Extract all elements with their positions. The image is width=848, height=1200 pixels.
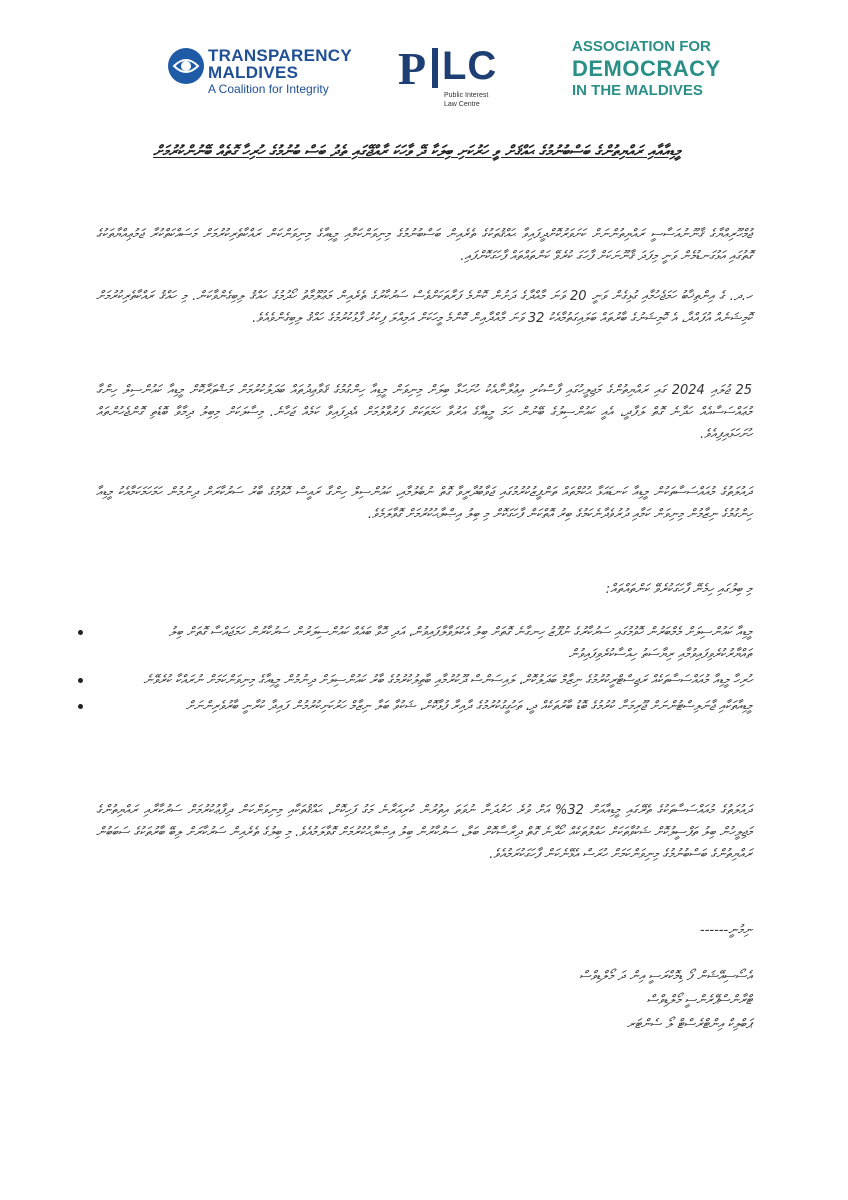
pilc-logo-sub2: Law Centre	[444, 101, 480, 108]
list-item	[96, 696, 752, 718]
list-item	[96, 622, 752, 666]
pilc-logo	[398, 38, 508, 112]
bullet-list	[96, 622, 752, 722]
transparency-maldives-logo	[168, 46, 358, 102]
adm-logo-line1: ASSOCIATION FOR	[572, 38, 711, 55]
signatory-pilc: ޕަބްލިކް އިންޓްރެސްޓް ލޯ ސެންޓަރ	[626, 1017, 752, 1032]
pilc-logo-lc: LC	[442, 44, 498, 88]
bullet-icon	[78, 704, 83, 709]
signatory-ti: ޓްރާންސްޕޭރެންސީ މޯލްޑިވްސް	[646, 993, 752, 1008]
list-heading: މި ބިލުގައި ހިމެނޭ ފާހަގަކުރެވޭ ކަންތައްތައް:	[605, 582, 752, 597]
ti-logo-line1: TRANSPARENCY	[208, 46, 353, 65]
pilc-logo-sub1: Public Interest	[444, 92, 489, 99]
end-marker: ------ނިމުނީ	[700, 923, 752, 938]
header-logos	[0, 36, 848, 116]
signatory-adm: އެސޯސިއޭޝަން ފޯ ޑިމޮކްރަސީ އިން ދަ މޯލްޑިވްސް	[579, 969, 752, 984]
adm-logo-line3: IN THE MALDIVES	[572, 82, 703, 99]
bullet-icon	[78, 630, 83, 635]
paragraph-2: ހ.ދ. ގެ އިންތިޚާބު ހަމަޖެހުމާއި ގުޅިގެން ވަނީ 20 ވަނަ މާއްދާގެ ދަށުން ކޮންމެ ފަރާތަކަށްވެސް ސަރުކާރުގެ ތެރެއިން މަޢުލޫމާތު ހޯދުމުގެ ހައްޤު ލިބިގެންވާކަން. މި ހައްޤު ރައްކާތެރިކުރުމަށް ކޮމިޝަނެއް އުފައްދާ، އެ ކޮމިޝަނުގެ ބާރުތައް ބަލައިގަތުމާއެކު 32 ވަނަ މާއްދާއިން ކޮންމެ މީހަކަށް އަމިއްލަ ފިކުރު ފާޅުކުރުމުގެ ހައްޤު ލިބިގެންވެއެވެ.	[96, 289, 752, 326]
paragraph-4: ދައުލަތުގެ މުއައްސަސާތަކުން މީޑިއާ ކަނޑައަޅާ ޙުކުމްތައް ތަންފީޒުކުރުމުގައި ޖަވާބުދާރީވާ ގޮތް ނުބެލުމާއި، ކައުންސިލް ހިންގާ ރައީސް ހޮވުމުގެ ބާރު ސަރުކާރަށް ދިނުމުން ހަމަހަމަކަމާއެކު މީޑިއާ ހިންގުމުގެ ނިޒާމުން މިނިވަން ކަމާއި ދުރުވެދާނެކަމުގެ ބިރު އޮތްކަން ފާހަގަކޮށް މި ބިލު އިޞްލާޙުކުރުމަށް ގޮވާލަމެވެ.	[96, 485, 752, 522]
list-item-text: ހުރިހާ މީޑިއާ މުއައްސަސާތަކެއް ރަޖިސްޓްރީކުރުމުގެ ނިޒާމް ބަދަލުކޮށް، ލައިސަންސް ދޫކުރުމާއި ބާތިލުކުރުމުގެ ބާރު ކައުންސިލަށް ދިނުމުން މީޑިއާގެ މިނިވަންކަމަށް ނުރައްކާ ކުރެވޭނެ	[143, 673, 752, 688]
pilc-logo-p: P	[398, 43, 427, 94]
adm-logo	[572, 38, 721, 110]
paragraph-3: 25 ޖުލައި 2024 ގައި ރައްޔިތުންގެ މަޖިލީހުގައި ފާސްކުރި އިޢުލާނާއެކު ހުށަހަޅާ ބިލަށް މިނިވަން މީޑިއާ ހިންގުމުގެ ޤަވާޢިދުތައް ބަދަލުކުރުމަށް މަޝްވަރާކޮށް މީޑިއާ ކައުންސިލް ހިންގާ މުޢައްސަސާއެއް ހަދާނެ ގޮތް ލަފާދީ، އެއީ ކައުންސިލުގެ ބޭނުން ހަމަ މީޑިއާގެ އަރުވާ ހަމަތަކަށް ފަރުވާލުމަށް އެދިފައިވާ ކަމެއް ޖަހާނެ. މިސާލަކަށް މިބިލު ދިމާވާ ބޮޑެތި ގޮންޖެހުންތައް ހުށަހަޅައިފިއެވެ.	[96, 383, 752, 442]
list-item-text: މީޑިއާ ކައުންސިލަށް މެމްބަރުން ހޮވުމުގައި ސަރުކާރުގެ ނުފޫޒު ހިނގާނެ ގޮތަށް ބިލު އެކުލަވާލާފައިވުން، އަދި ހޮވާ ބައެއް ކައުންސިލަރުން ސަރުކާރުން ހަމަޖައްސާ ގޮތަށް ބިލު ތައްޔާރުކުރެވިފައިވުމާއި ރިޔާސަތު ހިއްސާކުރެވިފައިވުން	[168, 625, 752, 662]
pen-nib-icon	[432, 48, 438, 88]
document-title: މީޑިއާއާއި ރައްޔިތުންގެ ބަސްބުނުމުގެ ޙައްޤަށް ވީ ހަރުކަށި ބިލަކާ ދޭ ވާހަކަ ރާއްޖޭގައި ތެދު ބަސް ބުނުމުގެ ހުރިހާ ގޮތެއް ބޭނުންކުރުމަށް	[153, 142, 681, 160]
list-item	[96, 670, 752, 692]
paragraph-5: ދައުލަތުގެ މުއައްސަސާތަކުގެ ތެރޭގައި މީޑިއާއަށް 32% އަށް ވުރެ ހަރުދަނާ ނުވަތަ އިތުރުން ކުރިއަރާނެ މަގު ފަހިކޮށް، ޙައްޤުތަކާއި މިނިވަންކަން ދިފާޢުކުރުމަށް ސަރުކާރާއި ރައްޔިތުންގެ މަޖިލީހުން ބިލު ތަފްސީލުކޮށް ޝަކުވާތަކަށް ހައްލުތަކެއް ހޯދާނެ ގޮތް ދިރާސާކޮށް ބަލާ، ސަރުކާރުން ބިލު އިޞްލާޙުކުރުމަށް ގޮވާލަމުއެވެ. މި ބިލުގެ ތެރެއިން ސަރުކާރަށް ލިބޭ ބާރުތަކުގެ ސަބަބުން ރައްޔިތުންގެ ބަސްބުނުމުގެ މިނިވަންކަމަށް ހުރަސް އެޅޭނެކަން ފާހަގަކުރަމުއެވެ.	[96, 803, 752, 862]
adm-logo-line2: DEMOCRACY	[572, 56, 721, 81]
paragraph-1: ޖުމްހޫރިއްޔާގެ ޤާނޫނުއަސާސީ ރައްޔިތުންނަށް ކަށަވަރުކޮށްދީފައިވާ ޙައްޤުތަކުގެ ތެރެއިން ބަސްބުނުމުގެ މިނިވަންކަމާއި މީޑިއާގެ މިނިވަންކަން ރައްކާތެރިކުރުމަށް މަސައްކަތްކުރާ ޖަމުޢިއްޔާތަކުގެ ގޮތުގައި އަޅުގަނޑުމެން ވަނީ މިފަދަ ޤާނޫނަކަށް ފާހަގަ ކުރެވޭ ކަންތައްތައް ފާހަގަކޮށްފައި.	[96, 227, 752, 264]
list-item-text: މީޑިއާތަކާއި ޖާނަލިސްޓުންނަށް ޖޫރިމަނާ ކުރުމުގެ ބޮޑު ބާރުތަކެއް ދީ، ތަހުގީގުކުރުމުގެ ދާއިރާ ފުޅާކޮށް، ޝަކުވާ ބަލާ ނިޒާމް ހަރުކަށިކުރުމުން ފައިދާ ކުރާނީ ބާރުވެރިންނަށް	[185, 699, 752, 714]
ti-logo-line2: MALDIVES	[208, 63, 299, 82]
bullet-icon	[78, 678, 83, 683]
ti-logo-tagline: A Coalition for Integrity	[208, 82, 329, 96]
globe-icon	[168, 48, 204, 84]
